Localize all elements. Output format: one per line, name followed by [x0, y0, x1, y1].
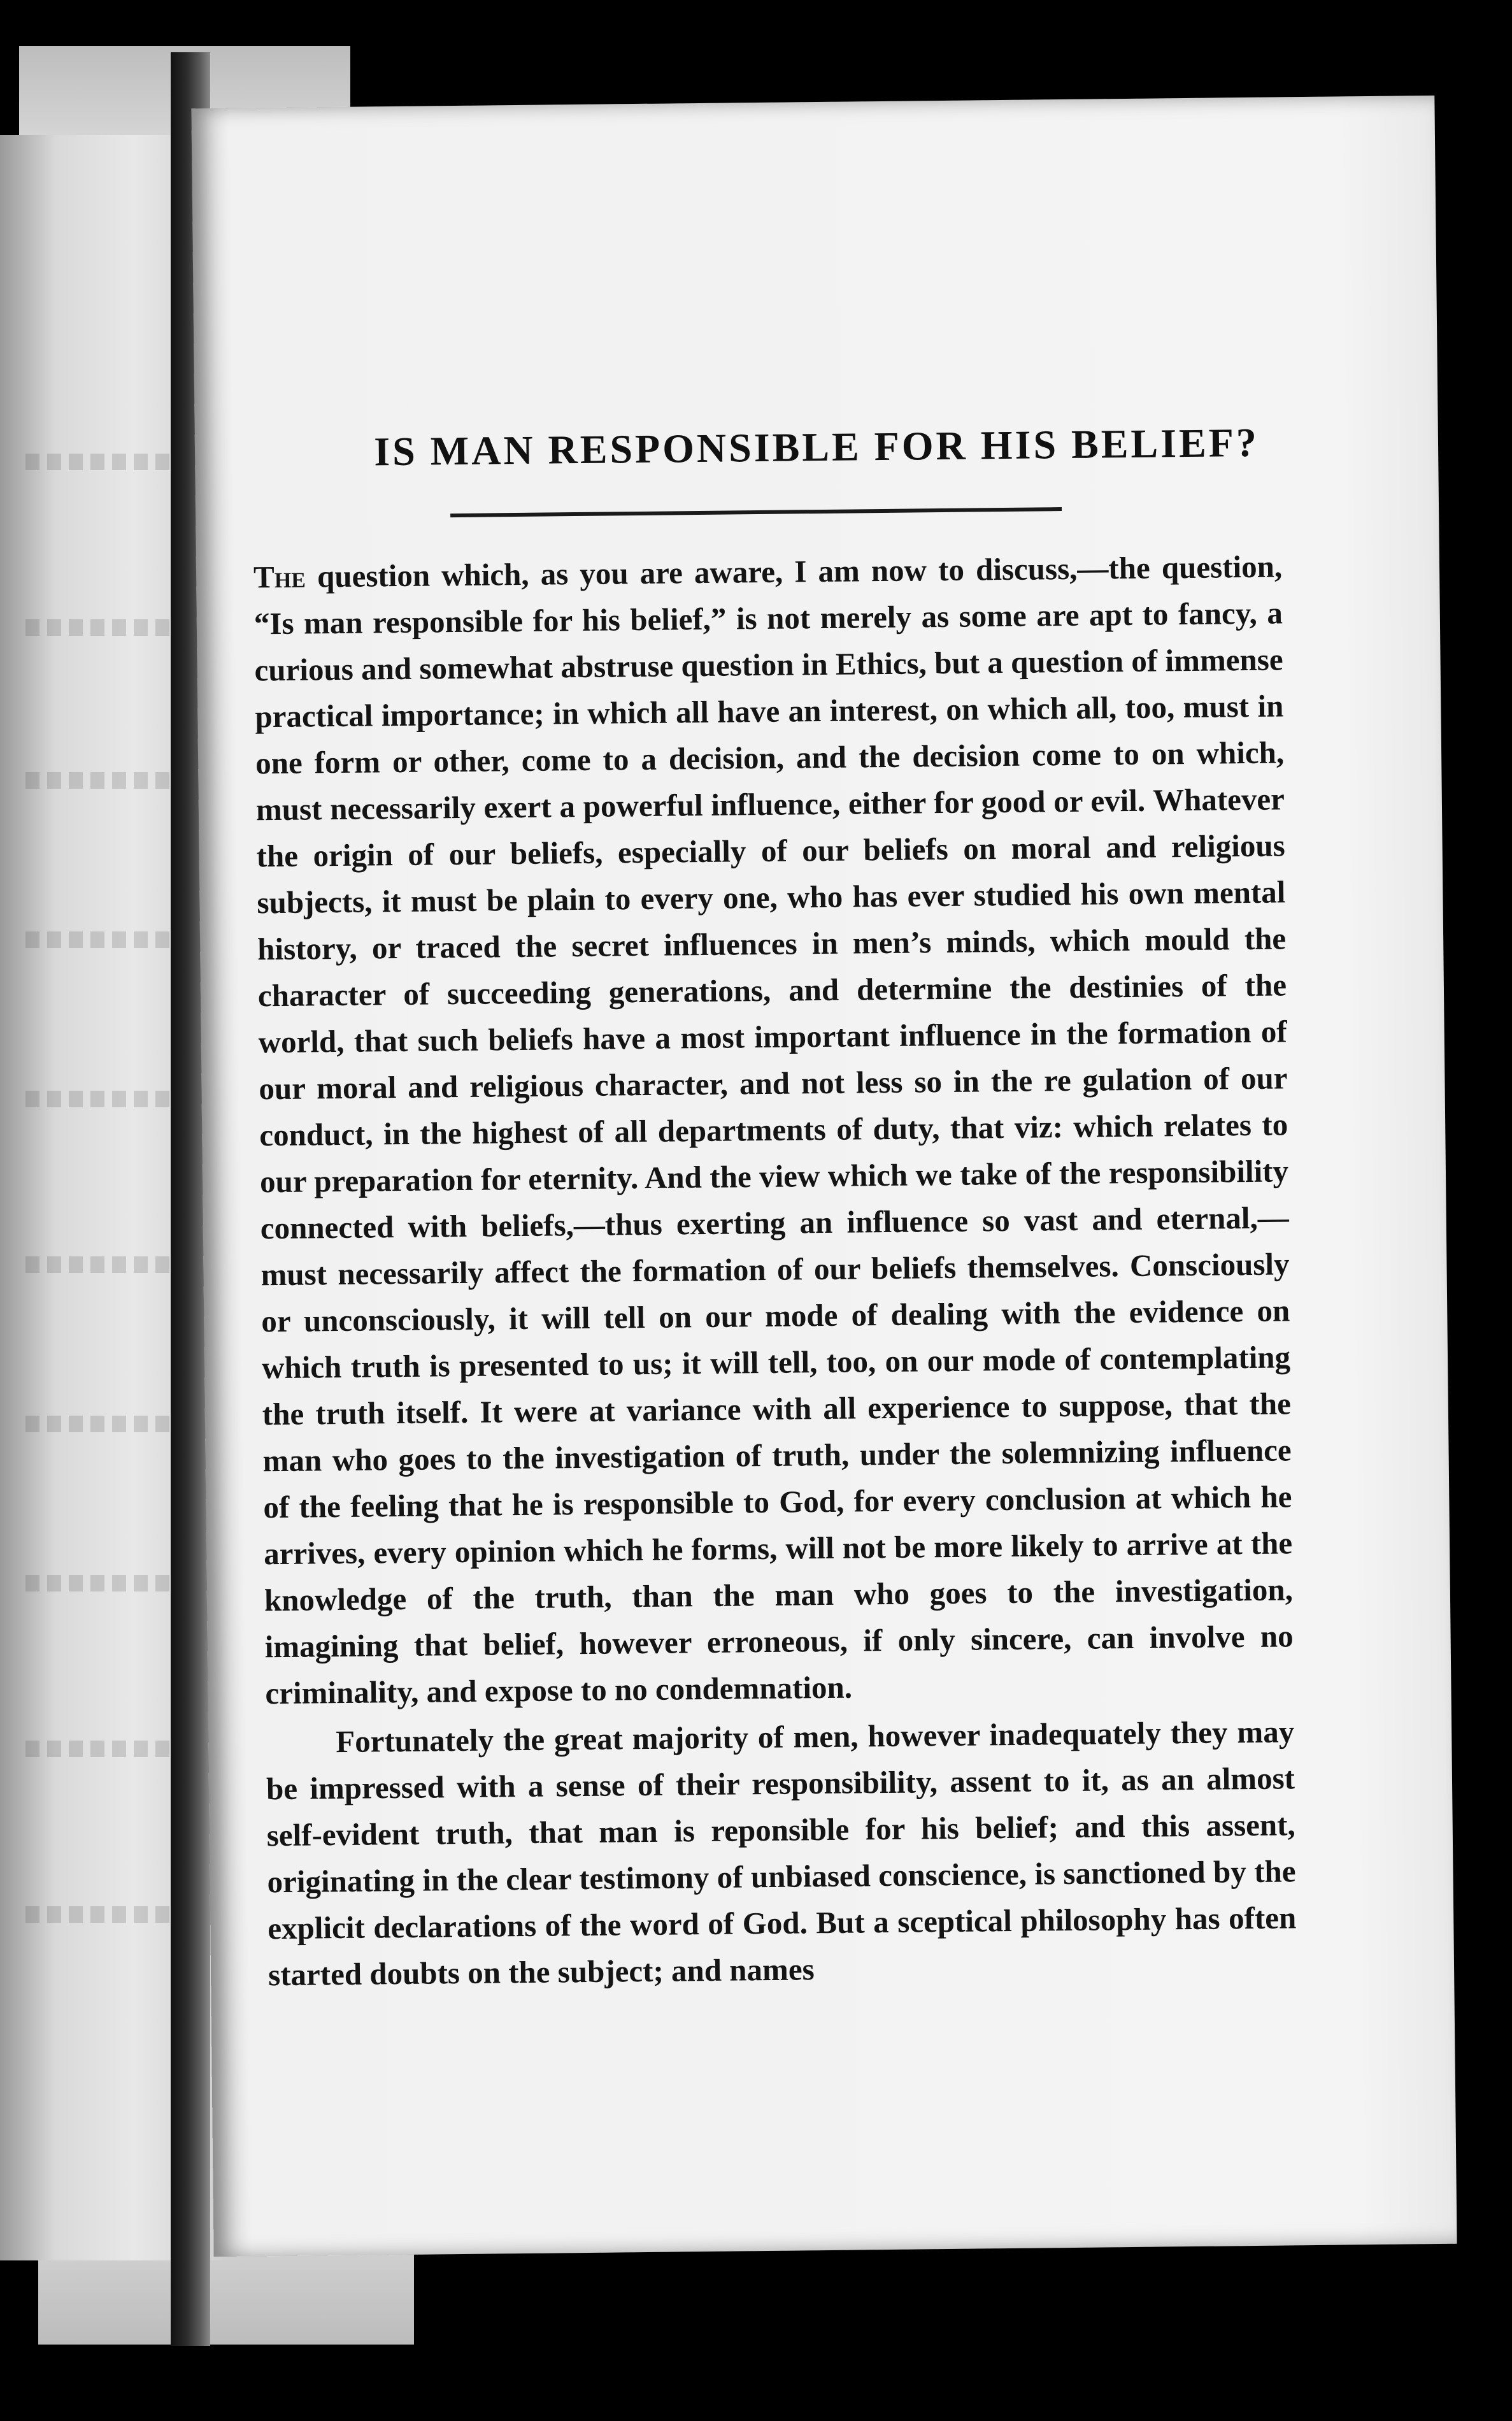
page-title: IS MAN RESPONSIBLE FOR HIS BELIEF?	[373, 419, 1260, 475]
book-page	[191, 96, 1457, 2257]
bottom-page-tab	[38, 2252, 414, 2345]
paragraph-1-text: question which, as you are aware, I am now to discuss,—the question, “Is man responsible for his belief,” is not merely as some are apt to fancy, a curious and somewhat abstruse question in Ethics, but a question of immense practical importance; in which all have an interest, on which all, too, must in one form or other, come to a decision, and the decision come to on which, must necessarily exert a powerful influence, either for good or evil. Whatever the origin of our beliefs, especially of our beliefs on moral and religious subjects, it must be plain to every one, who has ever studied his own mental history, or traced the secret influences in men’s minds, which mould the character of succeeding generations, and determine the destinies of the world, that such beliefs have a most important influence in the formation of our moral and religious character, and not less so in the re gulation of our conduct, in the highest of all departments of duty, that viz: which relates to our preparation for eternity. And the view which we take of the responsibility connected with beliefs,—thus exerting an influence so vast and eternal,—must necessarily affect the formation of our beliefs themselves. Consciously or unconsciously, it will tell on our mode of dealing with the evidence on which truth is presented to us; it will tell, too, on our mode of contemplating the truth itself. It were at variance with all experience to suppose, that the man who goes to the investigation of truth, under the solemnizing influence of the feeling that he is responsible to God, for every conclusion at which he arrives, every opinion which he forms, will not be more likely to arrive at the knowledge of the truth, than the man who goes to the investigation, imagining that belief, however erroneous, if only sincere, can involve no criminality, and expose to no condemnation.	[253, 549, 1294, 1711]
opening-word: The	[253, 559, 306, 595]
paragraph-2: Fortunately the great majority of men, however inadequately they may be impressed with a sense of their responsibility, assent to it, as an almost self-evident truth, that man is reponsible for his belief; and this assent, originating in the clear testimony of unbiased conscience, is sanctioned by the explicit declarations of the word of God. But a sceptical philosophy has often started doubts on the subject; and names	[266, 1714, 1297, 1993]
title-rule	[450, 507, 1062, 517]
paragraph-1	[253, 543, 1294, 1716]
article-body	[253, 543, 1297, 1998]
